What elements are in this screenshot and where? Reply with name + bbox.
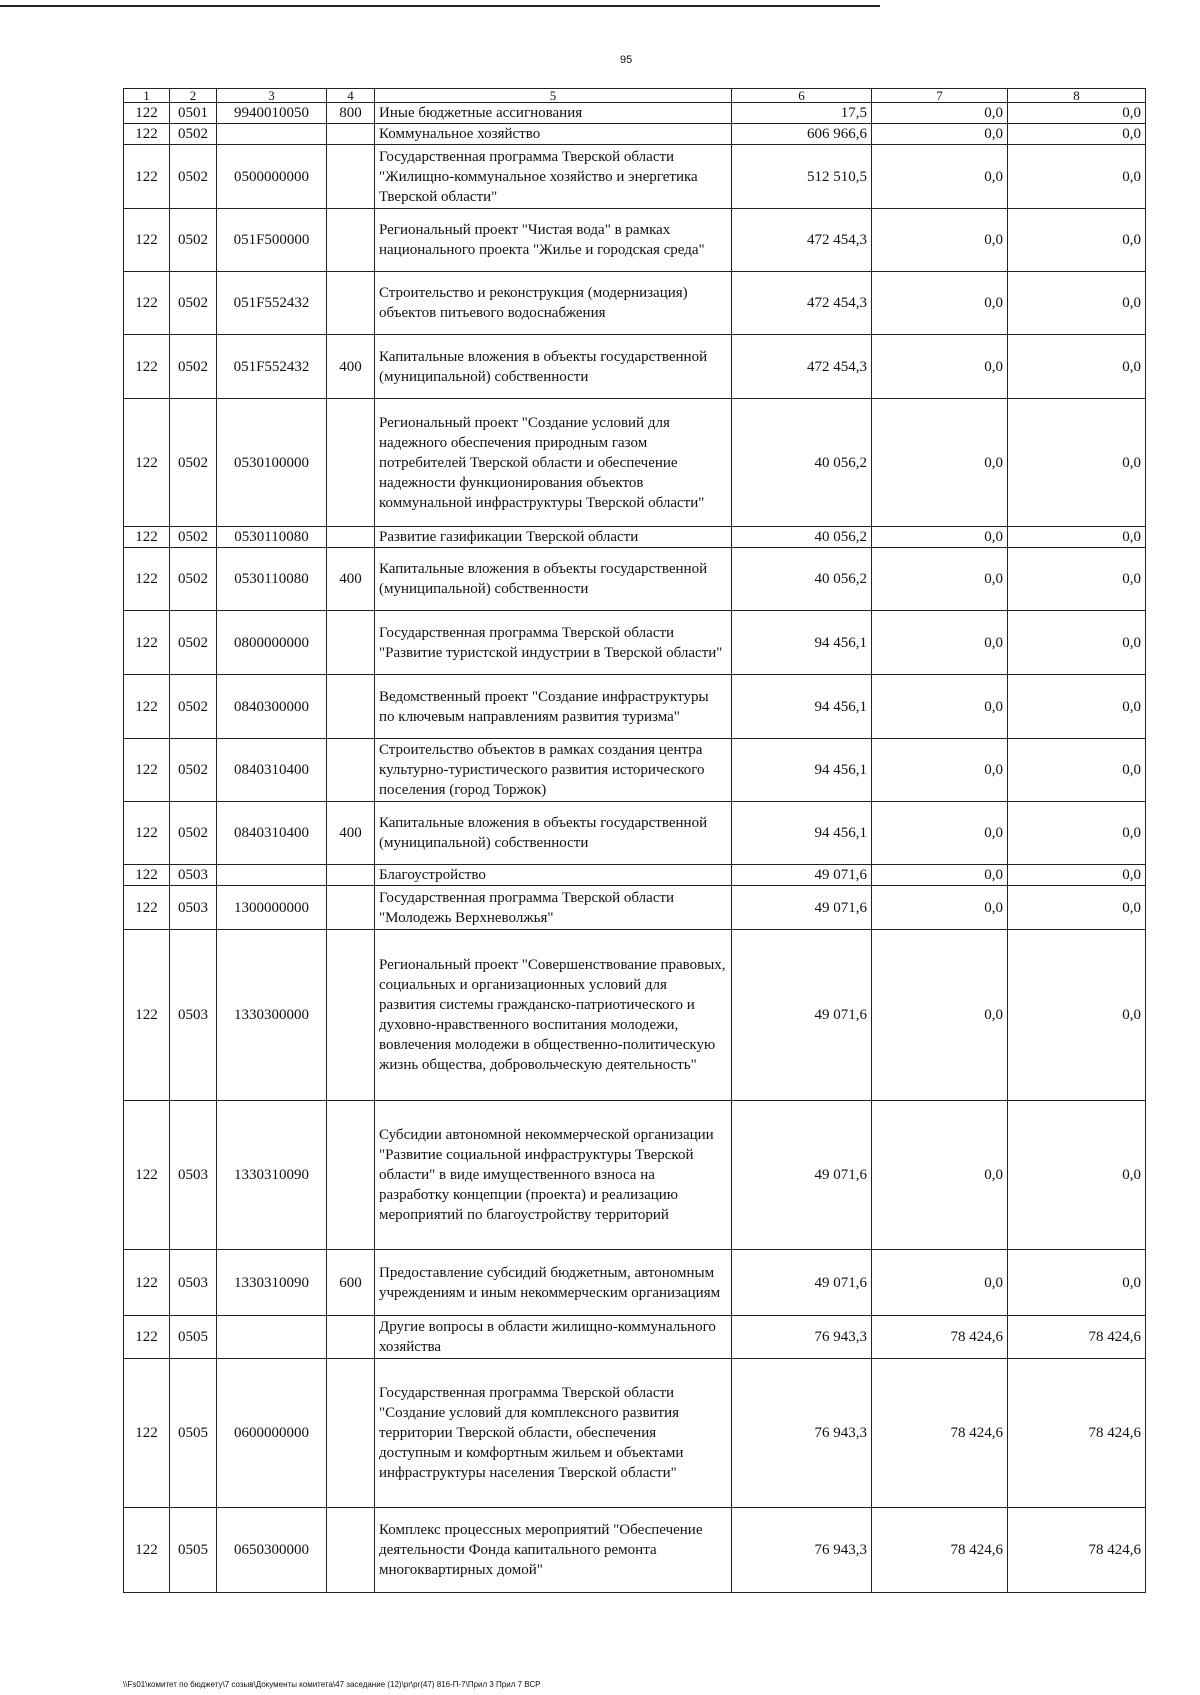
cell-admin-code: 122 [124,124,170,145]
cell-target-code [217,1316,327,1359]
column-header: 8 [1008,89,1146,103]
cell-expense-type [327,1101,375,1250]
cell-amount-col7: 0,0 [872,865,1008,886]
table-row [124,145,1146,209]
cell-description: Государственная программа Тверской области "Развитие туристской индустрии в Тверской области" [375,611,732,675]
cell-description: Развитие газификации Тверской области [375,527,732,548]
cell-description: Государственная программа Тверской области "Жилищно-коммунальное хозяйство и энергетика Тверской области" [375,145,732,209]
cell-expense-type [327,865,375,886]
cell-amount-col8: 0,0 [1008,145,1146,209]
cell-amount-col8: 78 424,6 [1008,1359,1146,1508]
cell-expense-type: 600 [327,1250,375,1316]
table-body [124,103,1146,1593]
budget-table [123,88,1146,1593]
cell-amount-col7: 78 424,6 [872,1316,1008,1359]
table-row [124,675,1146,739]
cell-admin-code: 122 [124,886,170,930]
cell-description: Капитальные вложения в объекты государственной (муниципальной) собственности [375,802,732,865]
cell-expense-type [327,145,375,209]
cell-expense-type [327,124,375,145]
cell-amount-col7: 0,0 [872,209,1008,272]
cell-section-code: 0502 [170,335,217,399]
table-row [124,886,1146,930]
cell-admin-code: 122 [124,865,170,886]
table-row [124,272,1146,335]
cell-amount-col8: 0,0 [1008,527,1146,548]
cell-admin-code: 122 [124,527,170,548]
cell-amount-col8: 0,0 [1008,272,1146,335]
cell-section-code: 0502 [170,548,217,611]
cell-target-code: 0530110080 [217,527,327,548]
cell-expense-type [327,209,375,272]
cell-target-code: 0530110080 [217,548,327,611]
cell-section-code: 0505 [170,1316,217,1359]
cell-amount-col7: 0,0 [872,1250,1008,1316]
cell-description: Капитальные вложения в объекты государственной (муниципальной) собственности [375,548,732,611]
cell-amount-col7: 0,0 [872,124,1008,145]
cell-admin-code: 122 [124,675,170,739]
cell-expense-type [327,930,375,1101]
cell-amount-col8: 0,0 [1008,209,1146,272]
cell-expense-type [327,1359,375,1508]
cell-amount-col7: 0,0 [872,145,1008,209]
cell-amount-col6: 472 454,3 [732,335,872,399]
cell-admin-code: 122 [124,739,170,802]
cell-amount-col6: 94 456,1 [732,675,872,739]
cell-amount-col6: 76 943,3 [732,1316,872,1359]
cell-amount-col6: 472 454,3 [732,272,872,335]
table-row [124,1359,1146,1508]
cell-expense-type [327,739,375,802]
cell-amount-col6: 606 966,6 [732,124,872,145]
cell-section-code: 0503 [170,930,217,1101]
cell-section-code: 0502 [170,802,217,865]
cell-admin-code: 122 [124,399,170,527]
cell-admin-code: 122 [124,930,170,1101]
cell-amount-col8: 0,0 [1008,1250,1146,1316]
cell-amount-col6: 49 071,6 [732,1250,872,1316]
cell-amount-col6: 49 071,6 [732,930,872,1101]
cell-expense-type [327,272,375,335]
table-row [124,802,1146,865]
cell-description: Государственная программа Тверской области "Создание условий для комплексного развития территории Тверской области, обеспечения доступным и комфортным жильем и объектами инфраструктуры населения Тверской области" [375,1359,732,1508]
cell-admin-code: 122 [124,548,170,611]
cell-amount-col8: 0,0 [1008,335,1146,399]
cell-section-code: 0501 [170,103,217,124]
cell-expense-type [327,1508,375,1593]
cell-description: Благоустройство [375,865,732,886]
cell-section-code: 0505 [170,1508,217,1593]
cell-section-code: 0505 [170,1359,217,1508]
cell-amount-col6: 17,5 [732,103,872,124]
cell-description: Региональный проект "Чистая вода" в рамках национального проекта "Жилье и городская среда" [375,209,732,272]
cell-amount-col7: 0,0 [872,930,1008,1101]
cell-amount-col6: 94 456,1 [732,611,872,675]
cell-admin-code: 122 [124,802,170,865]
cell-amount-col6: 94 456,1 [732,802,872,865]
cell-amount-col8: 0,0 [1008,548,1146,611]
cell-expense-type: 400 [327,335,375,399]
cell-expense-type: 400 [327,548,375,611]
cell-amount-col7: 0,0 [872,886,1008,930]
table-row [124,399,1146,527]
cell-amount-col8: 78 424,6 [1008,1508,1146,1593]
cell-description: Комплекс процессных мероприятий "Обеспечение деятельности Фонда капитального ремонта многоквартирных домой" [375,1508,732,1593]
cell-section-code: 0502 [170,209,217,272]
column-header: 2 [170,89,217,103]
cell-section-code: 0502 [170,739,217,802]
cell-section-code: 0503 [170,1101,217,1250]
cell-amount-col8: 78 424,6 [1008,1316,1146,1359]
cell-expense-type [327,675,375,739]
cell-description: Предоставление субсидий бюджетным, автономным учреждениям и иным некоммерческим организациям [375,1250,732,1316]
cell-amount-col6: 76 943,3 [732,1359,872,1508]
cell-section-code: 0502 [170,527,217,548]
cell-target-code: 0500000000 [217,145,327,209]
cell-expense-type [327,1316,375,1359]
cell-target-code [217,124,327,145]
cell-section-code: 0502 [170,145,217,209]
cell-section-code: 0502 [170,675,217,739]
cell-target-code: 0530100000 [217,399,327,527]
column-number-row [124,89,1146,103]
top-rule [0,5,880,7]
cell-amount-col6: 512 510,5 [732,145,872,209]
column-header: 1 [124,89,170,103]
cell-amount-col6: 94 456,1 [732,739,872,802]
cell-target-code: 1330300000 [217,930,327,1101]
cell-target-code: 0840300000 [217,675,327,739]
cell-amount-col8: 0,0 [1008,886,1146,930]
cell-section-code: 0503 [170,1250,217,1316]
cell-amount-col6: 76 943,3 [732,1508,872,1593]
cell-section-code: 0503 [170,865,217,886]
cell-amount-col8: 0,0 [1008,739,1146,802]
cell-description: Иные бюджетные ассигнования [375,103,732,124]
table-row [124,548,1146,611]
cell-target-code: 0800000000 [217,611,327,675]
cell-section-code: 0502 [170,272,217,335]
cell-amount-col6: 49 071,6 [732,1101,872,1250]
table-row [124,1101,1146,1250]
table-row [124,1508,1146,1593]
file-path-footer: \\Fs01\комитет по бюджету\7 созыв\Документы комитета\47 заседание (12)\pr\pr(47) 816-П-7\Прил 3 Прил 7 ВСР [123,1680,541,1689]
cell-amount-col8: 0,0 [1008,675,1146,739]
table-row [124,739,1146,802]
cell-amount-col7: 0,0 [872,272,1008,335]
cell-amount-col8: 0,0 [1008,865,1146,886]
cell-admin-code: 122 [124,272,170,335]
cell-target-code [217,865,327,886]
cell-target-code: 051F552432 [217,272,327,335]
cell-amount-col8: 0,0 [1008,103,1146,124]
cell-admin-code: 122 [124,209,170,272]
cell-expense-type: 400 [327,802,375,865]
cell-amount-col6: 49 071,6 [732,865,872,886]
cell-description: Ведомственный проект "Создание инфраструктуры по ключевым направлениям развития туризма" [375,675,732,739]
cell-description: Капитальные вложения в объекты государственной (муниципальной) собственности [375,335,732,399]
table-row [124,611,1146,675]
column-header: 4 [327,89,375,103]
cell-admin-code: 122 [124,335,170,399]
cell-description: Другие вопросы в области жилищно-коммунального хозяйства [375,1316,732,1359]
cell-amount-col7: 0,0 [872,675,1008,739]
table-row [124,1316,1146,1359]
cell-amount-col7: 0,0 [872,611,1008,675]
cell-description: Коммунальное хозяйство [375,124,732,145]
cell-expense-type [327,886,375,930]
column-header: 3 [217,89,327,103]
cell-amount-col8: 0,0 [1008,1101,1146,1250]
cell-description: Региональный проект "Создание условий для надежного обеспечения природным газом потребителей Тверской области и обеспечение надежности функционирования объектов коммунальной инфраструктуры Тверской области" [375,399,732,527]
cell-amount-col7: 0,0 [872,802,1008,865]
cell-target-code: 9940010050 [217,103,327,124]
cell-section-code: 0502 [170,399,217,527]
cell-amount-col8: 0,0 [1008,930,1146,1101]
column-header: 5 [375,89,732,103]
table-row [124,865,1146,886]
cell-amount-col7: 0,0 [872,548,1008,611]
cell-description: Субсидии автономной некоммерческой организации "Развитие социальной инфраструктуры Тверской области" в виде имущественного взноса на разработку концепции (проекта) и реализацию мероприятий по благоустройству территорий [375,1101,732,1250]
cell-description: Строительство объектов в рамках создания центра культурно-туристического развития исторического поселения (город Торжок) [375,739,732,802]
cell-amount-col7: 78 424,6 [872,1359,1008,1508]
cell-admin-code: 122 [124,1359,170,1508]
cell-target-code: 0600000000 [217,1359,327,1508]
cell-target-code: 0840310400 [217,802,327,865]
cell-expense-type: 800 [327,103,375,124]
cell-target-code: 0650300000 [217,1508,327,1593]
cell-amount-col8: 0,0 [1008,399,1146,527]
cell-description: Государственная программа Тверской области "Молодежь Верхневолжья" [375,886,732,930]
cell-amount-col6: 40 056,2 [732,527,872,548]
table-row [124,209,1146,272]
cell-section-code: 0503 [170,886,217,930]
cell-amount-col6: 472 454,3 [732,209,872,272]
cell-amount-col6: 40 056,2 [732,548,872,611]
cell-amount-col8: 0,0 [1008,802,1146,865]
cell-expense-type [327,611,375,675]
cell-admin-code: 122 [124,1101,170,1250]
column-header: 6 [732,89,872,103]
cell-target-code: 1330310090 [217,1101,327,1250]
cell-amount-col7: 78 424,6 [872,1508,1008,1593]
page-number: 95 [620,54,633,66]
cell-amount-col7: 0,0 [872,103,1008,124]
cell-amount-col7: 0,0 [872,335,1008,399]
cell-admin-code: 122 [124,1250,170,1316]
cell-admin-code: 122 [124,145,170,209]
cell-amount-col8: 0,0 [1008,611,1146,675]
cell-target-code: 051F500000 [217,209,327,272]
table-row [124,103,1146,124]
table-row [124,527,1146,548]
cell-amount-col8: 0,0 [1008,124,1146,145]
table-row [124,124,1146,145]
cell-amount-col7: 0,0 [872,1101,1008,1250]
cell-admin-code: 122 [124,611,170,675]
cell-amount-col7: 0,0 [872,739,1008,802]
cell-target-code: 0840310400 [217,739,327,802]
cell-admin-code: 122 [124,1316,170,1359]
cell-section-code: 0502 [170,124,217,145]
cell-admin-code: 122 [124,1508,170,1593]
cell-section-code: 0502 [170,611,217,675]
cell-target-code: 1330310090 [217,1250,327,1316]
cell-expense-type [327,399,375,527]
table-row [124,930,1146,1101]
cell-description: Строительство и реконструкция (модернизация) объектов питьевого водоснабжения [375,272,732,335]
cell-amount-col6: 49 071,6 [732,886,872,930]
column-header: 7 [872,89,1008,103]
cell-target-code: 1300000000 [217,886,327,930]
cell-description: Региональный проект "Совершенствование правовых, социальных и организационных условий для развития системы гражданско-патриотического и духовно-нравственного воспитания молодежи, вовлечения молодежи в общественно-политическую жизнь общества, добровольческую деятельность" [375,930,732,1101]
cell-amount-col7: 0,0 [872,399,1008,527]
table-row [124,1250,1146,1316]
cell-target-code: 051F552432 [217,335,327,399]
cell-expense-type [327,527,375,548]
table-row [124,335,1146,399]
cell-amount-col6: 40 056,2 [732,399,872,527]
cell-admin-code: 122 [124,103,170,124]
cell-amount-col7: 0,0 [872,527,1008,548]
